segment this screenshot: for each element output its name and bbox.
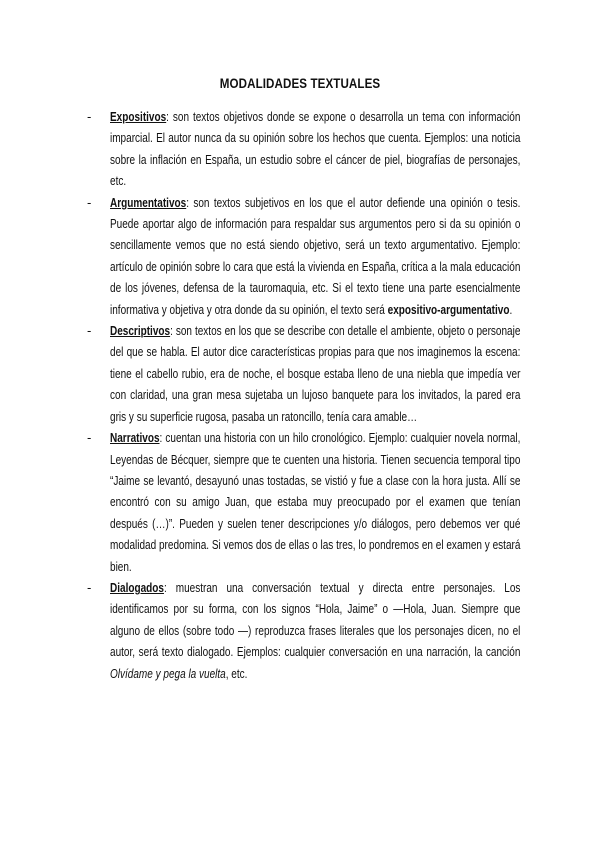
item-text-wrapper: [110, 192, 520, 320]
term-dialogados: Dialogados: [110, 579, 164, 595]
definition-narrativos: : cuentan una historia con un hilo cronológico. Ejemplo: cualquier novela normal, Leyendas de Bécquer, siempre que te cuenten una historia. Tienen secuencia temporal tipo “Jaime se levantó, desayunó unas tostadas, se vistió y fue a clase con la hora justa. Allí se encontró con su amigo Juan, que estaba muy preocupado por el examen que tenían después (…)”. Pueden y suelen tener descripciones y/o diálogos, pero debemos ver qué modalidad predomina. Si vemos dos de ellas o las tres, lo pondremos en el examen y estará bien.: [110, 430, 521, 574]
list-item-dialogados: [0, 577, 600, 684]
definition-argumentativos: : son textos subjetivos en los que el autor defiende una opinión o tesis. Puede aportar algo de información para respaldar sus argumentos pero si da su opinión o sencillamente vemos que no está siendo objetivo, será un texto argumentativo. Ejemplo: artículo de opinión sobre lo cara que está la vivienda en España, crítica a la mala educación de los jóvenes, defensa de la tauromaquia, etc. Si el texto tiene una parte esencialmente informativa y objetiva y otra donde da su opinión, el texto será: [110, 194, 521, 317]
term-expositivos: Expositivos: [110, 109, 167, 124]
modalities-list: [0, 106, 600, 684]
end-punctuation: .: [509, 301, 513, 317]
term-descriptivos: Descriptivos: [110, 323, 171, 339]
item-text-wrapper: [110, 106, 520, 192]
list-item-narrativos: [0, 427, 600, 577]
term-argumentativos: Argumentativos: [110, 194, 187, 210]
document-title: MODALIDADES TEXTUALES: [219, 76, 381, 91]
item-paragraph: [110, 320, 520, 427]
list-bullet: -: [87, 194, 92, 210]
bold-expositivo-argumentativo: expositivo-argumentativo: [387, 301, 510, 317]
item-text-wrapper: [110, 577, 520, 684]
list-bullet: -: [87, 579, 92, 595]
list-item-expositivos: [0, 106, 600, 192]
definition-dialogados: : muestran una conversación textual y directa entre personajes. Los identificamos por su forma, con los signos “Hola, Jaime” o —Hola, Juan. Siempre que alguno de ellos (sobre todo —) reproduzca frases literales que los personajes dicen, no el autor, será texto dialogado. Ejemplos: cualquier conversación en una narración, la canción: [110, 579, 521, 660]
term-narrativos: Narrativos: [110, 430, 160, 446]
definition-descriptivos: : son textos en los que se describe con detalle el ambiente, objeto o personaje del que se habla. El autor dice características propias para que nos imaginemos la escena: tiene el cabello rubio, era de noche, el bosque estaba lleno de una niebla que impedía ver con claridad, una gran mesa sujetaba un lujoso banquete para los invitados, la pared era gris y su superficie rugosa, pasaba un ratoncillo, tenía cara amable…: [110, 323, 521, 424]
list-bullet: -: [87, 323, 92, 339]
item-text-wrapper: [110, 427, 520, 577]
list-item-descriptivos: [0, 320, 600, 427]
item-paragraph: [110, 427, 520, 577]
list-bullet: -: [87, 109, 92, 124]
item-paragraph: [110, 192, 520, 320]
list-item-argumentativos: [0, 192, 600, 320]
definition-expositivos: : son textos objetivos donde se expone o desarrolla un tema con información imparcial. El autor nunca da su opinión sobre los hechos que cuenta. Ejemplos: una noticia sobre la inflación en España, un estudio sobre el cáncer de piel, biografías de personajes, etc.: [110, 109, 521, 189]
list-bullet: -: [87, 430, 92, 446]
item-text-wrapper: [110, 320, 520, 427]
end-punctuation: , etc.: [225, 665, 248, 681]
item-paragraph: [110, 106, 520, 192]
song-title: Olvídame y pega la vuelta: [110, 665, 226, 681]
item-paragraph: [110, 577, 520, 684]
